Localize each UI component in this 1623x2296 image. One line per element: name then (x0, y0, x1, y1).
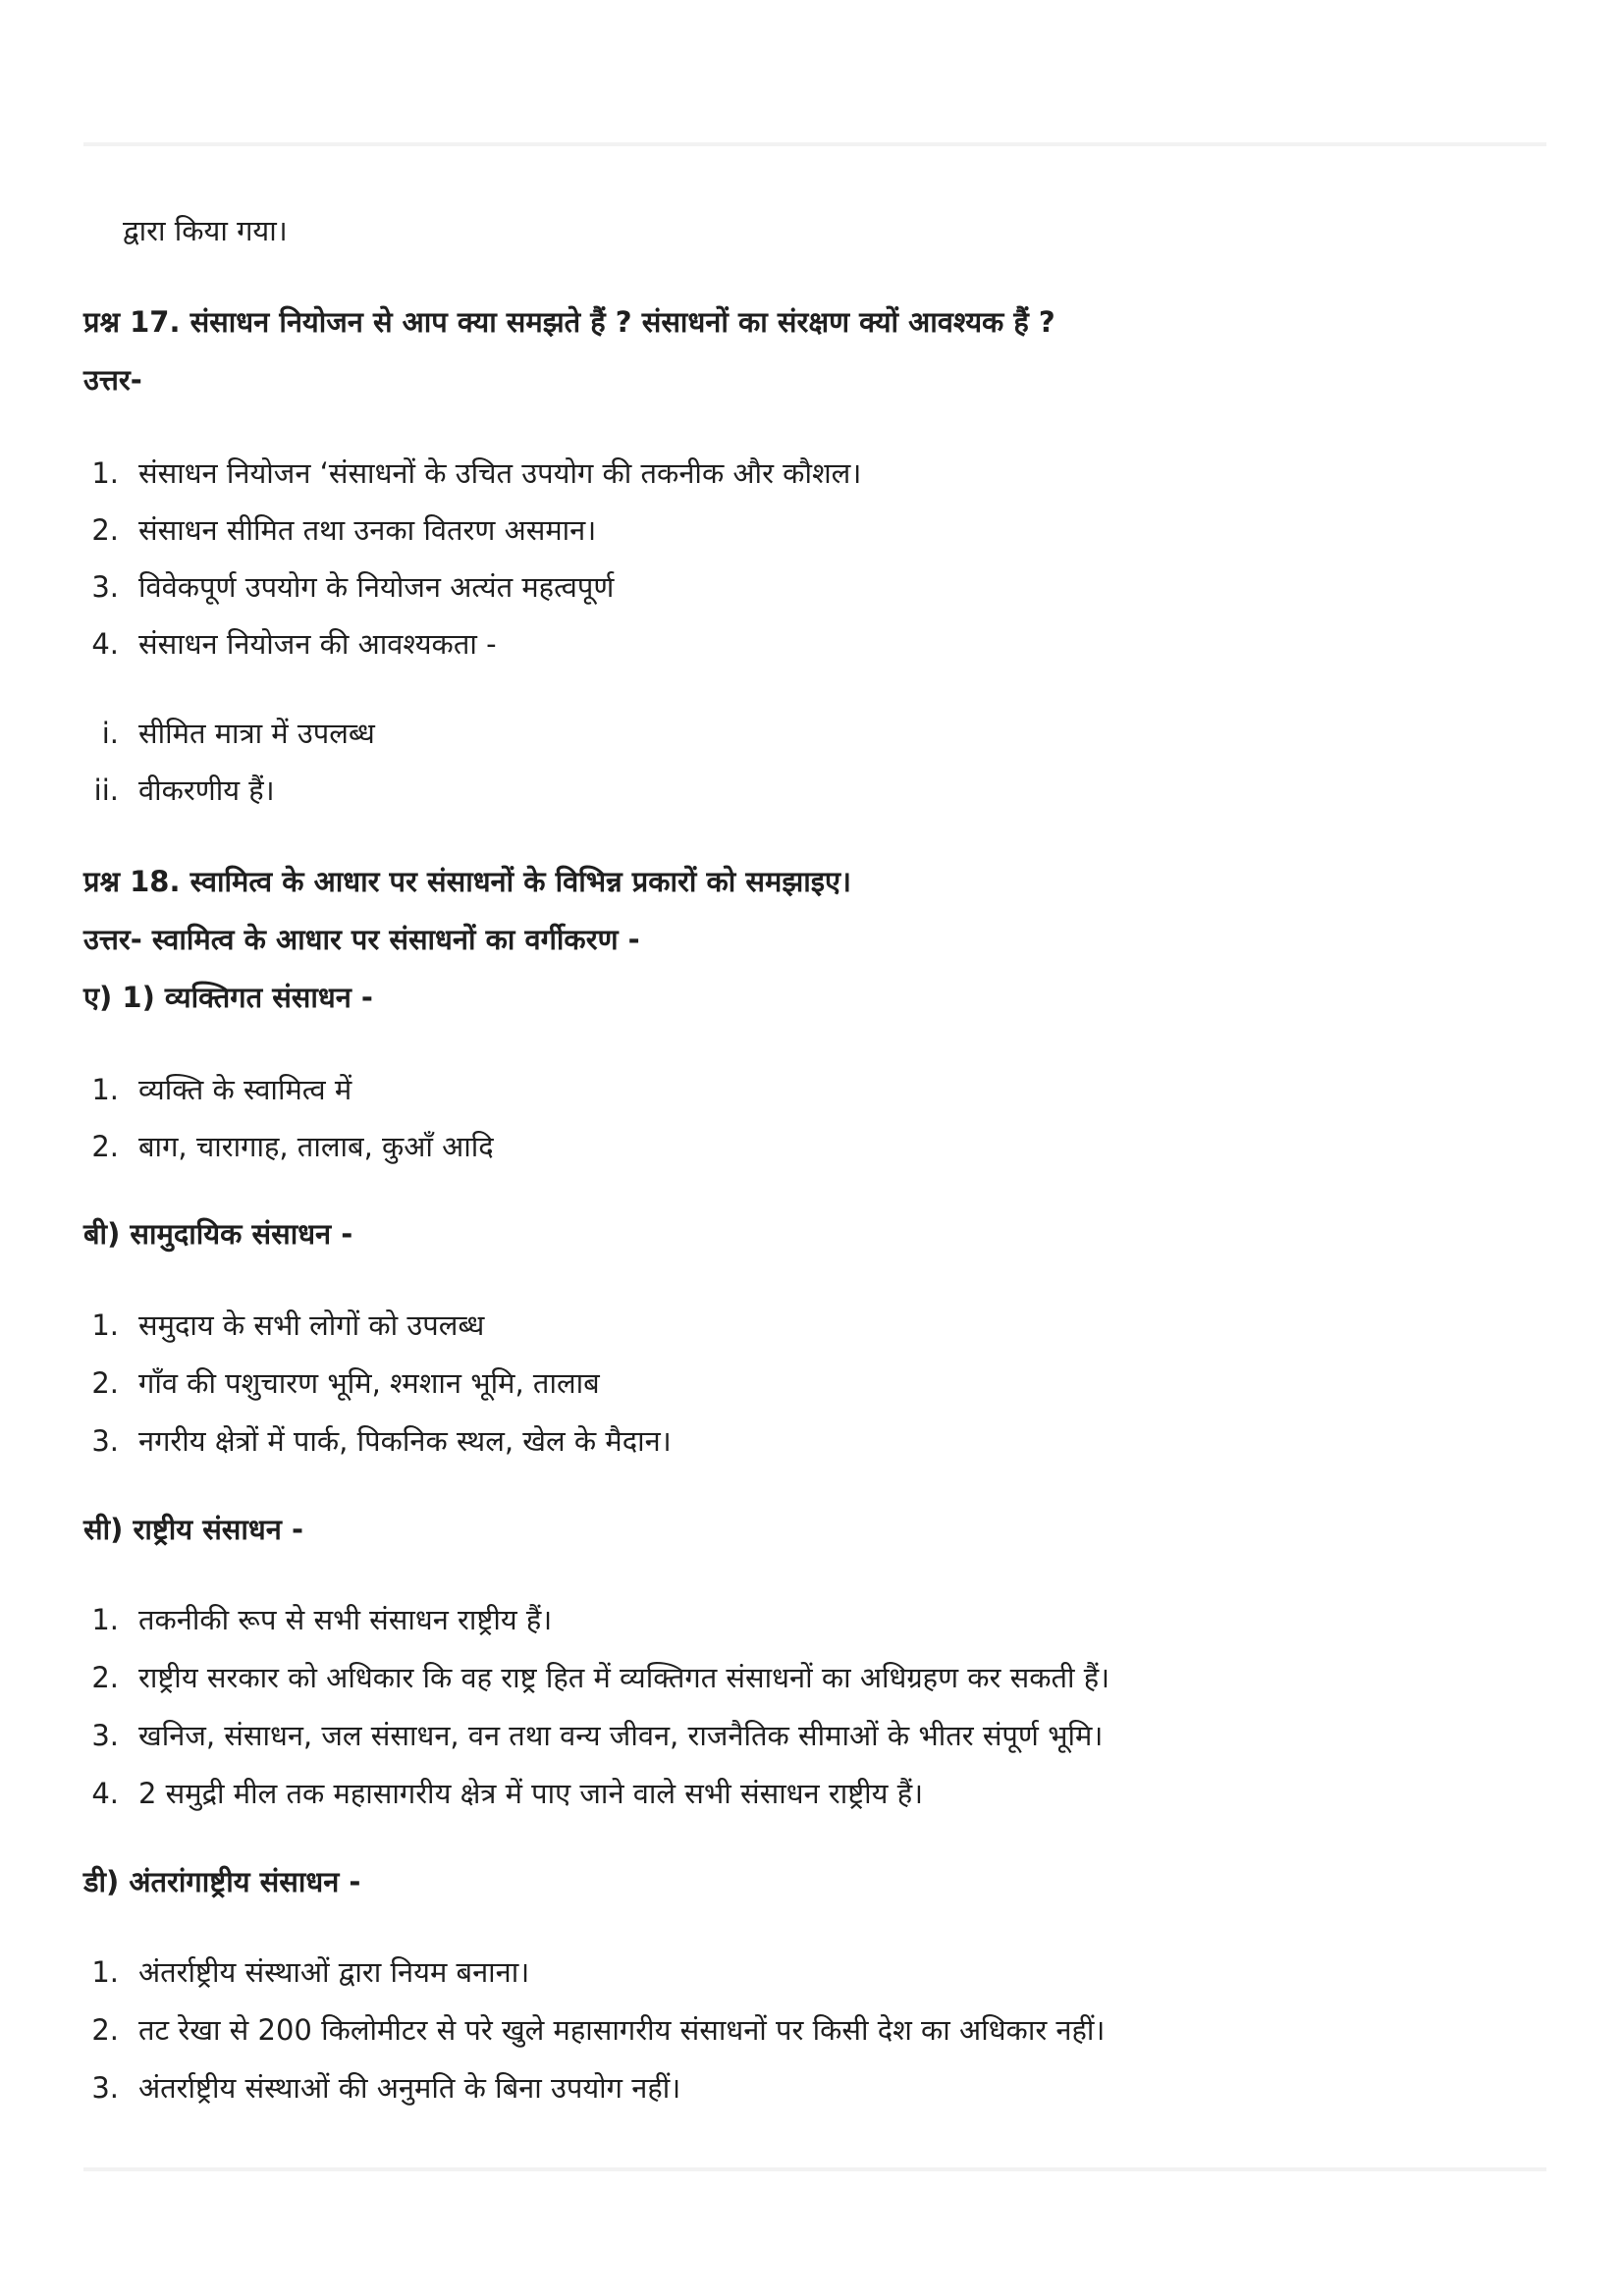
section-title-national: सी) राष्ट्रीय संसाधन - (83, 1513, 303, 1546)
item-text: विवेकपूर्ण उपयोग के नियोजन अत्यंत महत्वपूर्ण (138, 570, 615, 604)
item-text: अंतर्राष्ट्रीय संस्थाओं की अनुमति के बिना उपयोग नहीं। (138, 2071, 681, 2105)
continuation-text: द्वारा किया गया। (123, 214, 288, 247)
item-number: 2. (91, 513, 119, 547)
q18-answer-line: उत्तर- स्वामित्व के आधार पर संसाधनों का वर्गीकरण - (83, 923, 640, 956)
item-text: अंतर्राष्ट्रीय संस्थाओं द्वारा नियम बनाना। (138, 1955, 530, 1989)
q17-answer-label: उत्तर- (83, 363, 142, 397)
item-number: 3. (91, 1719, 119, 1752)
item-number: 4. (91, 627, 119, 661)
item-number: 3. (91, 1424, 119, 1458)
item-number: 2. (91, 1366, 119, 1400)
item-number: 4. (91, 1777, 119, 1810)
section-title-community: बी) सामुदायिक संसाधन - (83, 1217, 353, 1251)
section-title-personal: ए) 1) व्यक्तिगत संसाधन - (83, 981, 373, 1014)
item-number: 1. (91, 1073, 119, 1106)
item-number: ii. (93, 774, 119, 807)
item-number: 1. (91, 1955, 119, 1989)
item-number: 1. (91, 1308, 119, 1342)
q18-heading: प्रश्न 18. स्वामित्व के आधार पर संसाधनों के विभिन्न प्रकारों को समझाइए। (83, 865, 852, 898)
item-text: खनिज, संसाधन, जल संसाधन, वन तथा वन्य जीवन, राजनैतिक सीमाओं के भीतर संपूर्ण भूमि। (138, 1719, 1104, 1752)
item-text: व्यक्ति के स्वामित्व में (138, 1073, 352, 1106)
item-number: 1. (91, 456, 119, 490)
item-number: 2. (91, 1661, 119, 1694)
item-number: i. (101, 717, 119, 750)
item-text: गाँव की पशुचारण भूमि, श्मशान भूमि, तालाब (138, 1366, 600, 1400)
item-text: तकनीकी रूप से सभी संसाधन राष्ट्रीय हैं। (138, 1603, 553, 1636)
top-divider (83, 142, 1546, 146)
bottom-divider (83, 2167, 1546, 2171)
item-number: 3. (91, 570, 119, 604)
item-text: तट रेखा से 200 किलोमीटर से परे खुले महासागरीय संसाधनों पर किसी देश का अधिकार नहीं। (138, 2013, 1106, 2047)
section-title-international: डी) अंतरांगाष्ट्रीय संसाधन - (83, 1865, 361, 1898)
item-text: बाग, चारागाह, तालाब, कुआँ आदि (138, 1130, 494, 1163)
item-number: 2. (91, 2013, 119, 2047)
item-text: राष्ट्रीय सरकार को अधिकार कि वह राष्ट्र हित में व्यक्तिगत संसाधनों का अधिग्रहण कर सकती हैं। (138, 1661, 1110, 1694)
item-text: समुदाय के सभी लोगों को उपलब्ध (138, 1308, 485, 1342)
item-text: सीमित मात्रा में उपलब्ध (138, 717, 375, 750)
item-text: 2 समुद्री मील तक महासागरीय क्षेत्र में पाए जाने वाले सभी संसाधन राष्ट्रीय हैं। (138, 1777, 924, 1810)
q17-heading: प्रश्न 17. संसाधन नियोजन से आप क्या समझते हैं ? संसाधनों का संरक्षण क्यों आवश्यक हैं ? (83, 305, 1055, 339)
item-text: नगरीय क्षेत्रों में पार्क, पिकनिक स्थल, खेल के मैदान। (138, 1424, 672, 1458)
item-number: 2. (91, 1130, 119, 1163)
item-text: संसाधन नियोजन की आवश्यकता - (138, 627, 497, 661)
item-text: वीकरणीय हैं। (138, 774, 275, 807)
item-number: 1. (91, 1603, 119, 1636)
item-text: संसाधन सीमित तथा उनका वितरण असमान। (138, 513, 597, 547)
item-number: 3. (91, 2071, 119, 2105)
item-text: संसाधन नियोजन ‘संसाधनों के उचित उपयोग की तकनीक और कौशल। (138, 456, 862, 490)
